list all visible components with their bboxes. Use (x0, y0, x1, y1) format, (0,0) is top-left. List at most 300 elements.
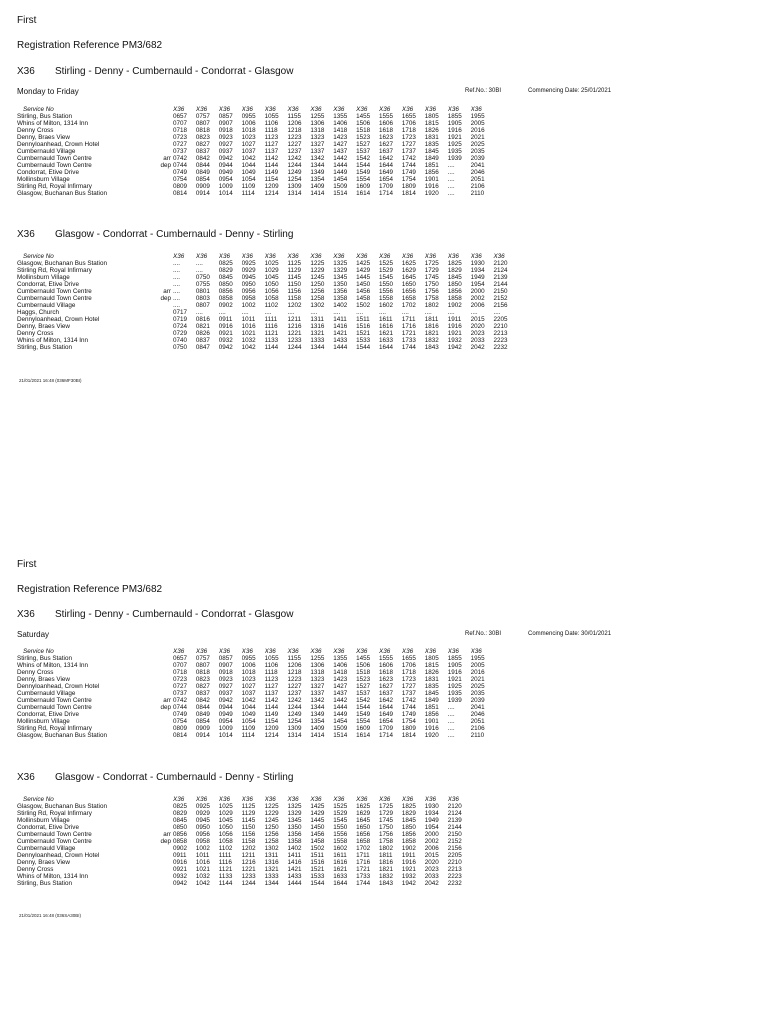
departure-time: 1556 (379, 288, 394, 295)
departure-time: 0818 (195, 669, 210, 676)
service-no-label: Service No (23, 253, 54, 260)
service-code: X36 (356, 106, 368, 113)
arr-dep-indicator: dep (160, 704, 171, 711)
service-code: X36 (379, 253, 391, 260)
departure-time: 1442 (333, 697, 348, 704)
departure-time: 1258 (264, 838, 279, 845)
arr-dep-indicator: dep (160, 838, 171, 845)
departure-time: 1934 (424, 810, 439, 817)
service-code: X36 (195, 796, 208, 803)
departure-time: 1149 (264, 169, 279, 176)
departure-time: 1018 (241, 669, 256, 676)
service-code: X36 (241, 648, 253, 655)
departure-time: 1621 (333, 866, 348, 873)
departure-time: 1745 (424, 274, 439, 281)
registration-reference: Registration Reference PM3/682 (17, 584, 163, 595)
departure-time: 1056 (218, 831, 233, 838)
departure-time: 1006 (241, 662, 256, 669)
departure-time: 1211 (287, 316, 301, 323)
print-footer: 21/01/2021 16:48 (036SA30BI) (19, 913, 82, 918)
departure-time: 0757 (195, 655, 210, 662)
departure-time: 1421 (333, 330, 348, 337)
timetable-row (17, 824, 471, 831)
departure-time: 1355 (333, 655, 348, 662)
departure-time: 1831 (424, 134, 439, 141)
departure-time: 0923 (218, 134, 233, 141)
service-code: X36 (310, 648, 322, 655)
departure-time: 0707 (173, 662, 188, 669)
stop-name: Denny, Braes View (17, 134, 70, 141)
timetable-row (17, 676, 493, 683)
departure-time: 1118 (264, 127, 278, 134)
departure-time: 1414 (310, 190, 325, 197)
day-label: Monday to Friday (17, 87, 79, 96)
departure-time: 1223 (287, 676, 302, 683)
departure-time: 0740 (173, 337, 188, 344)
departure-time: 1225 (264, 803, 279, 810)
departure-time: 1825 (447, 260, 462, 267)
departure-time: 1625 (356, 803, 371, 810)
departure-time: 1832 (379, 873, 394, 880)
departure-time: 1831 (424, 676, 439, 683)
departure-time: 1527 (356, 683, 371, 690)
departure-time: 1750 (379, 824, 394, 831)
departure-time: 1916 (447, 127, 462, 134)
departure-time: 1920 (424, 732, 439, 739)
departure-time: 1032 (241, 337, 256, 344)
departure-time: 0944 (218, 162, 233, 169)
departure-time: 2006 (424, 845, 439, 852)
day-label: Saturday (17, 630, 50, 639)
departure-time: 0842 (195, 697, 210, 704)
departure-time: 1858 (447, 295, 462, 302)
departure-time: 1811 (379, 852, 393, 859)
departure-time: 1455 (356, 113, 371, 120)
departure-time: 1354 (310, 718, 325, 725)
departure-time: 1851 (424, 162, 439, 169)
departure-time: 1445 (310, 817, 325, 824)
departure-time: 1737 (401, 690, 416, 697)
service-code: X36 (333, 106, 345, 113)
departure-time: 0857 (218, 655, 233, 662)
arr-dep-indicator (143, 732, 173, 739)
departure-time: 1125 (287, 260, 301, 267)
departure-time: 1225 (310, 260, 325, 267)
departure-time: 1318 (310, 669, 325, 676)
departure-time: 1545 (333, 817, 348, 824)
inbound-route-heading (17, 772, 293, 783)
departure-time: 1129 (241, 810, 256, 817)
departure-time: 0937 (218, 148, 233, 155)
departure-time: 1125 (241, 803, 256, 810)
reference-number: Ref.No.: 30BI (465, 88, 502, 94)
departure-time: 1809 (401, 725, 416, 732)
departure-time: 1858 (401, 838, 416, 845)
departure-time: 1502 (310, 845, 325, 852)
departure-time: 0927 (218, 683, 233, 690)
departure-time: 1106 (264, 662, 279, 669)
departure-time: 1537 (356, 148, 371, 155)
inbound-route-name: Glasgow - Condorrat - Cumbernauld - Denny - Stirling (55, 772, 294, 783)
departure-time: 0929 (241, 267, 256, 274)
departure-time: 0803 (195, 295, 210, 302)
departure-time: 1916 (447, 323, 462, 330)
departure-time: 1802 (424, 302, 439, 309)
departure-time: 1921 (447, 134, 462, 141)
departure-time: 1749 (401, 711, 416, 718)
departure-time: 1425 (310, 803, 325, 810)
departure-time: 1258 (310, 295, 325, 302)
departure-time: .... (287, 309, 295, 316)
service-code: X36 (447, 648, 459, 655)
departure-time: 0750 (173, 344, 188, 351)
arr-dep-indicator (143, 669, 173, 676)
departure-time: 1716 (356, 859, 371, 866)
inbound-route-name: Glasgow - Condorrat - Cumbernauld - Denny - Stirling (55, 229, 294, 240)
print-footer: 21/01/2021 16:48 (036MF30BI) (19, 378, 82, 383)
timetable-row (17, 669, 493, 676)
departure-time: 1602 (379, 302, 394, 309)
departure-time: 1311 (310, 316, 324, 323)
departure-time: 2016 (470, 669, 485, 676)
departure-time: 2042 (424, 880, 439, 887)
departure-time: 0827 (195, 141, 210, 148)
departure-time: 1037 (241, 148, 256, 155)
departure-time: 1333 (310, 337, 325, 344)
departure-time: 1018 (241, 127, 256, 134)
departure-time: 1449 (333, 711, 348, 718)
departure-time: 1456 (310, 831, 325, 838)
service-code: X36 (173, 796, 185, 803)
stop-name: Stirling, Bus Station (17, 880, 72, 887)
departure-time: 0956 (241, 288, 256, 295)
departure-time: .... (310, 309, 318, 316)
departure-time: 0737 (173, 148, 188, 155)
departure-time: 1609 (356, 725, 371, 732)
departure-time: 1544 (310, 880, 325, 887)
service-code: X36 (218, 106, 230, 113)
departure-time: 2232 (493, 344, 508, 351)
departure-time: 1805 (424, 655, 439, 662)
service-code: X36 (310, 253, 322, 260)
departure-time: 1302 (310, 302, 325, 309)
departure-time: 0950 (241, 281, 256, 288)
departure-time: 2213 (493, 330, 508, 337)
departure-time: 1709 (379, 725, 394, 732)
departure-time: 1744 (401, 704, 416, 711)
departure-time: 1925 (447, 141, 462, 148)
departure-time: 1925 (447, 683, 462, 690)
departure-time: 1832 (424, 337, 439, 344)
departure-time: 1721 (401, 330, 416, 337)
commencing-date: Commencing Date: 25/01/2021 (528, 88, 612, 94)
departure-time: 1327 (310, 141, 325, 148)
departure-time: 2015 (470, 316, 485, 323)
departure-time: .... (447, 169, 455, 176)
timetable-row (17, 655, 493, 662)
departure-time: 1144 (218, 880, 233, 887)
operator-name: First (17, 559, 37, 570)
departure-time: 1109 (241, 183, 256, 190)
departure-time: 1337 (310, 690, 325, 697)
departure-time: 1623 (379, 134, 394, 141)
departure-time: 1611 (333, 852, 347, 859)
service-code: X36 (287, 796, 299, 803)
departure-time: 1016 (241, 323, 256, 330)
departure-time: 1245 (310, 274, 325, 281)
departure-time: 0949 (218, 169, 233, 176)
arr-dep-indicator (143, 810, 173, 817)
departure-time: 1058 (218, 838, 233, 845)
departure-time: 0949 (218, 711, 233, 718)
departure-time: 1718 (401, 669, 416, 676)
departure-time: 1829 (401, 810, 416, 817)
departure-time: 2106 (470, 725, 485, 732)
departure-time: 1754 (401, 718, 416, 725)
departure-time: 1045 (218, 817, 233, 824)
departure-time: 1429 (310, 810, 325, 817)
departure-time: 1533 (310, 873, 325, 880)
departure-time: 1849 (424, 155, 439, 162)
departure-time: 1409 (310, 725, 325, 732)
departure-time: 1843 (424, 344, 439, 351)
departure-time: 1149 (264, 711, 279, 718)
service-code: X36 (218, 253, 230, 260)
departure-time: 0829 (173, 810, 188, 817)
stop-name: Cumbernauld Town Centre (17, 704, 92, 711)
departure-time: 1611 (379, 316, 393, 323)
timetable-row (17, 662, 493, 669)
departure-time: 1916 (401, 859, 416, 866)
departure-time: 1445 (356, 274, 371, 281)
timetable-row (17, 845, 471, 852)
departure-time: 1856 (424, 169, 439, 176)
departure-time: 1011 (195, 852, 210, 859)
departure-time: 1650 (356, 824, 371, 831)
departure-time: 2020 (424, 859, 439, 866)
departure-time: 1621 (379, 330, 394, 337)
departure-time: 1949 (470, 274, 485, 281)
departure-time: 0844 (195, 704, 210, 711)
departure-time: .... (379, 309, 387, 316)
arr-dep-indicator (143, 655, 173, 662)
departure-time: 0737 (173, 690, 188, 697)
departure-time: 0847 (195, 344, 210, 351)
departure-time: 2020 (470, 323, 485, 330)
departure-time: 1855 (447, 113, 462, 120)
departure-time: 0842 (195, 155, 210, 162)
departure-time: 2124 (493, 267, 508, 274)
departure-time: 1644 (379, 704, 394, 711)
departure-time: 1733 (401, 337, 416, 344)
departure-time: 1318 (310, 127, 325, 134)
timetable-row (17, 880, 471, 887)
departure-time: 0850 (173, 824, 188, 831)
departure-time: 1442 (333, 155, 348, 162)
departure-time: 1244 (287, 344, 302, 351)
departure-time: 1809 (401, 183, 416, 190)
departure-time: 1155 (287, 655, 301, 662)
departure-time: 0807 (195, 120, 210, 127)
stop-name: Cumbernauld Village (17, 690, 76, 697)
departure-time: 1437 (333, 690, 348, 697)
stop-name: Glasgow, Buchanan Bus Station (17, 260, 107, 267)
departure-time: .... (173, 267, 180, 274)
service-code: X36 (333, 648, 345, 655)
departure-time: 1814 (401, 732, 416, 739)
arr-dep-indicator (143, 690, 173, 697)
departure-time: 1050 (264, 281, 279, 288)
departure-time: 1009 (218, 725, 233, 732)
departure-time: 0909 (195, 183, 210, 190)
departure-time: 1049 (241, 711, 256, 718)
departure-time: 1421 (287, 866, 302, 873)
departure-time: 1006 (241, 120, 256, 127)
departure-time: 1609 (356, 183, 371, 190)
departure-time: 1256 (264, 831, 279, 838)
departure-time: 1154 (264, 718, 279, 725)
stop-name: Glasgow, Buchanan Bus Station (17, 190, 107, 197)
departure-time: 1249 (287, 711, 302, 718)
departure-time: 1216 (287, 323, 302, 330)
departure-time: 0955 (241, 113, 256, 120)
departure-time: 1939 (447, 697, 462, 704)
departure-time: 0744 (173, 162, 188, 169)
arr-dep-indicator (143, 711, 173, 718)
service-code: X36 (379, 648, 391, 655)
departure-time: 1133 (218, 873, 233, 880)
departure-time: 1058 (264, 295, 279, 302)
arr-dep-indicator: dep (160, 162, 171, 169)
departure-time: 1102 (264, 302, 279, 309)
departure-time: 1155 (287, 113, 301, 120)
departure-time: 1144 (264, 162, 279, 169)
departure-time: .... (173, 295, 180, 302)
departure-time: 1329 (333, 267, 348, 274)
stop-name: Denny Cross (17, 866, 54, 873)
timetable-row (17, 803, 471, 810)
stop-name: Denny, Braes View (17, 859, 70, 866)
departure-time: 2144 (447, 824, 462, 831)
arr-dep-indicator (143, 662, 173, 669)
stop-name: Condorrat, Etive Drive (17, 281, 79, 288)
service-code: X36 (287, 648, 299, 655)
commencing-date: Commencing Date: 30/01/2021 (528, 631, 612, 637)
departure-time: 1658 (356, 838, 371, 845)
departure-time: 0749 (173, 711, 188, 718)
departure-time: 1414 (310, 732, 325, 739)
departure-time: 1558 (379, 295, 394, 302)
departure-time: 0742 (173, 155, 188, 162)
departure-time: 1514 (333, 732, 348, 739)
departure-time: 1316 (264, 859, 279, 866)
departure-time: 1843 (379, 880, 394, 887)
departure-time: 1423 (333, 134, 348, 141)
departure-time: 2210 (447, 859, 462, 866)
departure-time: 2110 (470, 190, 485, 197)
departure-time: 0723 (173, 134, 188, 141)
departure-time: 1934 (470, 267, 485, 274)
departure-time: .... (195, 267, 203, 274)
departure-time: 1509 (333, 725, 348, 732)
departure-time: 1206 (287, 120, 302, 127)
departure-time: 1423 (333, 676, 348, 683)
departure-time: .... (447, 183, 455, 190)
departure-time: 2033 (470, 337, 485, 344)
departure-time: 1218 (287, 669, 302, 676)
departure-time: 0750 (195, 274, 210, 281)
departure-time: 1349 (310, 169, 325, 176)
departure-time: 1233 (241, 873, 256, 880)
departure-time: 1014 (218, 190, 233, 197)
departure-time: 0955 (241, 655, 256, 662)
departure-time: 1616 (379, 323, 394, 330)
service-code: X36 (401, 253, 414, 260)
departure-time: .... (447, 176, 455, 183)
timetable-row (17, 817, 471, 824)
departure-time: 0942 (218, 344, 233, 351)
departure-time: 1142 (264, 155, 279, 162)
departure-time: 1014 (218, 732, 233, 739)
departure-time: 1433 (287, 873, 302, 880)
departure-time: 1118 (264, 669, 278, 676)
departure-time: 0921 (218, 330, 233, 337)
departure-time: 1649 (379, 169, 394, 176)
departure-time: 2213 (447, 866, 462, 873)
departure-time: 1037 (241, 690, 256, 697)
departure-time: 1550 (379, 281, 394, 288)
service-code: X36 (195, 106, 208, 113)
departure-time: 0902 (173, 845, 188, 852)
departure-time: 2002 (424, 838, 439, 845)
service-code: X36 (401, 796, 414, 803)
departure-time: 1905 (447, 662, 462, 669)
departure-time: 1221 (241, 866, 256, 873)
departure-time: 1002 (241, 302, 256, 309)
outbound-service-number: X36 (17, 609, 35, 620)
departure-time: 2039 (470, 697, 485, 704)
departure-time: 1054 (241, 718, 256, 725)
departure-time: 1533 (356, 337, 371, 344)
departure-time: 1642 (379, 697, 394, 704)
departure-time: 2035 (470, 148, 485, 155)
service-code: X36 (218, 796, 230, 803)
departure-time: 1711 (356, 852, 370, 859)
departure-time: 1229 (310, 267, 325, 274)
departure-time: 0854 (195, 176, 210, 183)
departure-time: 1511 (310, 852, 324, 859)
timetable-row (17, 704, 493, 711)
departure-time: 2205 (447, 852, 462, 859)
departure-time: 1244 (241, 880, 256, 887)
departure-time: 1106 (264, 120, 279, 127)
departure-time: .... (447, 704, 455, 711)
departure-time: 2039 (470, 155, 485, 162)
departure-time: .... (447, 190, 455, 197)
departure-time: 1355 (333, 113, 348, 120)
departure-time: 1856 (447, 288, 462, 295)
stop-name: Cumbernauld Village (17, 302, 76, 309)
departure-time: 1406 (333, 662, 348, 669)
departure-time: 0724 (173, 323, 188, 330)
stop-name: Whins of Milton, 1314 Inn (17, 873, 89, 880)
timetable-row (17, 810, 471, 817)
departure-time: .... (447, 725, 455, 732)
departure-time: 1425 (356, 260, 371, 267)
stop-name: Denny Cross (17, 127, 54, 134)
departure-time: 1116 (264, 323, 278, 330)
departure-time: 1702 (356, 845, 371, 852)
